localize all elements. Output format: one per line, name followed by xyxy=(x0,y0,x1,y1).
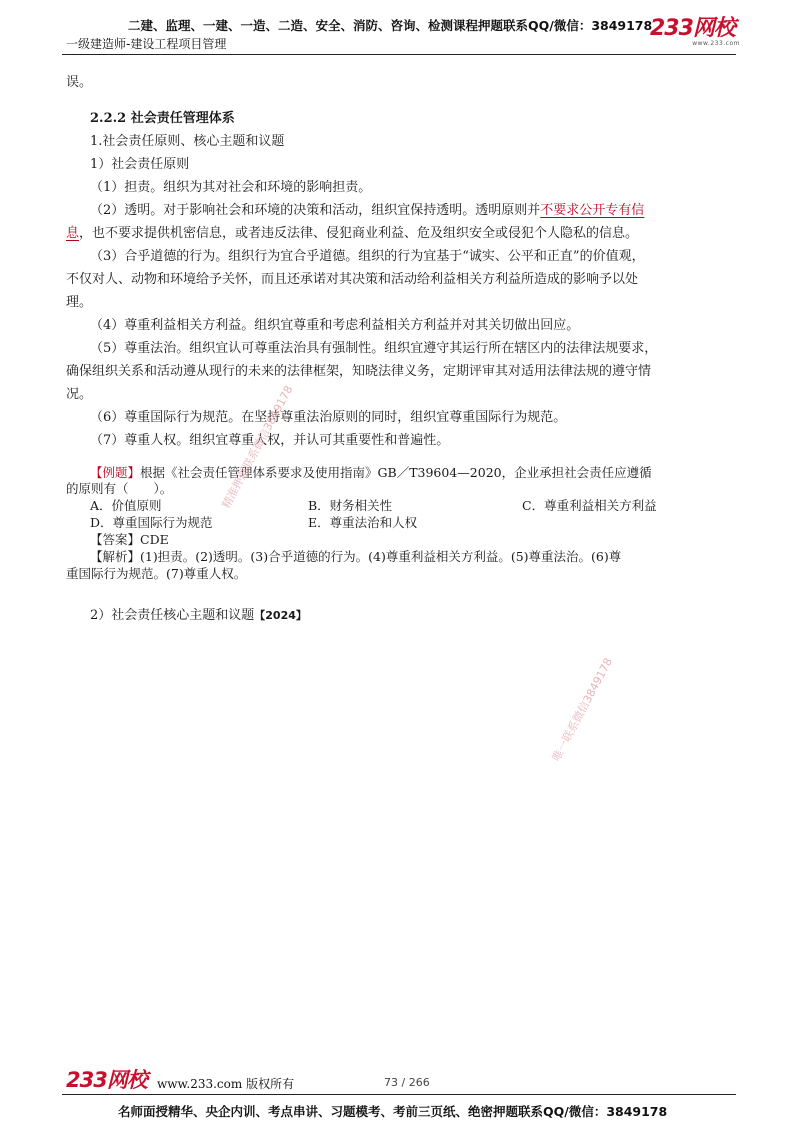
principle-3-line-3: 理。 xyxy=(66,295,93,310)
watermark-1: 精准押题联系微信3849178 xyxy=(219,383,296,511)
footer-promo-text: 名师面授精华、央企内训、考点串讲、习题模考、考前三页纸、绝密押题联系QQ/微信：3849178 xyxy=(118,1104,668,1119)
principle-7: （7）尊重人权。组织宜尊重人权，并认可其重要性和普遍性。 xyxy=(90,433,450,448)
principle-2-highlight-b: 息 xyxy=(66,226,80,241)
example-tag: 【例题】 xyxy=(90,465,141,480)
principle-1: （1）担责。组织为其对社会和环境的影响担责。 xyxy=(90,180,372,195)
brand-logo-url: www.233.com xyxy=(692,40,740,47)
example-question-line-2: 的原则有（ ）。 xyxy=(66,481,173,496)
option-a: A．价值原则 xyxy=(90,498,162,513)
subsection-item-2 xyxy=(90,605,307,627)
section-title: 2.2.2 社会责任管理体系 xyxy=(90,111,235,126)
option-c: C．尊重利益相关方利益 xyxy=(522,498,657,513)
option-d: D．尊重国际行为规范 xyxy=(90,515,213,530)
year-tag: 【2024】 xyxy=(254,609,307,622)
option-e: E．尊重法治和人权 xyxy=(308,515,418,530)
principle-5-line-1: （5）尊重法治。组织宜认可尊重法治具有强制性。组织宜遵守其运行所在辖区内的法律法规要求， xyxy=(90,341,658,356)
principle-6: （6）尊重国际行为规范。在坚持尊重法治原则的同时，组织宜尊重国际行为规范。 xyxy=(90,410,567,425)
answer: 【答案】CDE xyxy=(90,532,169,547)
header-promo-text: 二建、监理、一建、一造、二造、安全、消防、咨询、检测课程押题联系QQ/微信：3849178 xyxy=(128,18,653,33)
principle-2-highlight-a: 不要求公开专有信 xyxy=(540,203,645,218)
brand-logo-text: 233网校 xyxy=(650,16,735,41)
subsection-item-2-text: 2）社会责任核心主题和议题 xyxy=(90,608,255,623)
analysis-line-1: 【解析】(1)担责。(2)透明。(3)合乎道德的行为。(4)尊重利益相关方利益。(5)尊重法治。(6)尊 xyxy=(90,549,622,564)
principle-2-text-b: ，也不要求提供机密信息，或者违反法律、侵犯商业利益、危及组织安全或侵犯个人隐私的信息。 xyxy=(79,226,639,241)
principle-5-line-2: 确保组织关系和活动遵从现行的未来的法律框架，知晓法律义务，定期评审其对适用法律法规的遵守情 xyxy=(66,364,652,379)
footer-logo: 233网校 xyxy=(66,1068,147,1092)
footer-divider xyxy=(62,1094,736,1095)
brand-logo xyxy=(650,18,740,52)
page-number: 73 / 266 xyxy=(384,1076,430,1089)
principle-4: （4）尊重利益相关方利益。组织宜尊重和考虑利益相关方利益并对其关切做出回应。 xyxy=(90,318,580,333)
header-divider xyxy=(62,54,736,55)
principle-3-line-2: 不仅对人、动物和环境给予关怀，而且还承诺对其决策和活动给利益相关方利益所造成的影响予以处 xyxy=(66,272,639,287)
principle-5-line-3: 况。 xyxy=(66,387,93,402)
subsection-heading: 1.社会责任原则、核心主题和议题 xyxy=(90,134,285,149)
principle-2-line-2 xyxy=(66,223,638,245)
analysis-line-2: 重国际行为规范。(7)尊重人权。 xyxy=(66,566,247,581)
principle-2-text-a: （2）透明。对于影响社会和环境的决策和活动，组织宜保持透明。透明原则并 xyxy=(90,203,541,218)
example-question-line-1 xyxy=(90,464,652,481)
header-subtitle: 一级建造师-建设工程项目管理 xyxy=(66,37,227,51)
subsection-item-1: 1）社会责任原则 xyxy=(90,157,190,172)
principle-3-line-1: （3）合乎道德的行为。组织行为宜合乎道德。组织的行为宜基于“诚实、公平和正直”的价值观， xyxy=(90,249,645,264)
footer-copyright: www.233.com 版权所有 xyxy=(157,1077,295,1091)
option-b: B．财务相关性 xyxy=(308,498,393,513)
example-question-text: 根据《社会责任管理体系要求及使用指南》GB／T39604—2020，企业承担社会责任应遵循 xyxy=(140,465,652,480)
previous-page-tail: 误。 xyxy=(66,75,93,90)
principle-2-line-1 xyxy=(90,200,644,222)
watermark-2: 唯一联系微信3849178 xyxy=(549,655,616,764)
